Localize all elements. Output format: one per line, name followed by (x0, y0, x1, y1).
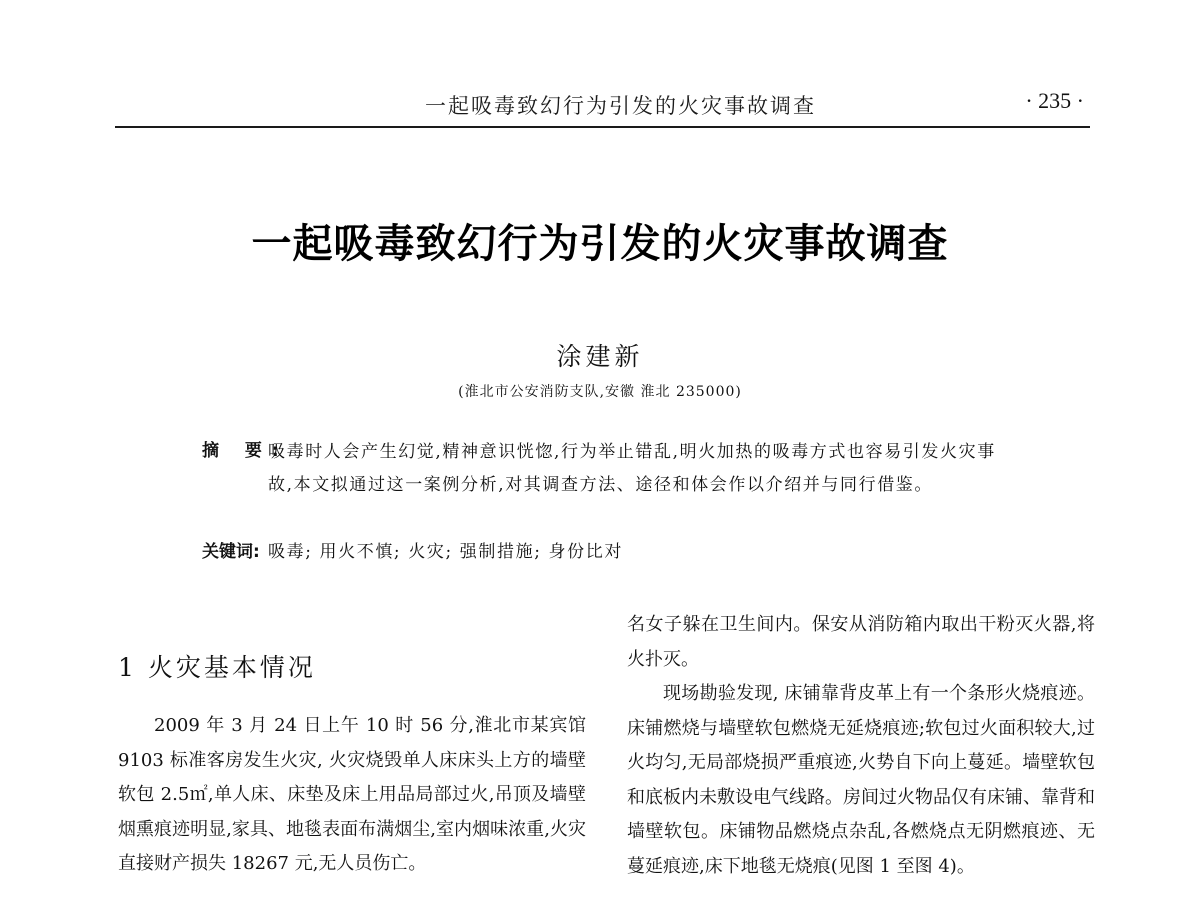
keywords-label: 关键词: (202, 542, 260, 562)
right-column-continuation: 名女子躲在卫生间内。保安从消防箱内取出干粉灭火器,将火扑灭。 (627, 614, 1095, 670)
author-affiliation: (淮北市公安消防支队,安徽 淮北 235000) (458, 384, 742, 400)
right-column-paragraph: 现场勘验发现, 床铺靠背皮革上有一个条形火烧痕迹。床铺燃烧与墙壁软包燃烧无延烧痕迹;软包过火面积较大,过火均匀,无局部烧损严重痕迹,火势自下向上蔓延。墙壁软包和底板内未敷设电气线路。房间过火物品仅有床铺、靠背和墙壁软包。床铺物品燃烧点杂乱,各燃烧点无阴燃痕迹、无蔓延痕迹,床下地毯无烧痕(见图 1 至图 4)。 (627, 683, 1095, 877)
page-number: · 235 · (1025, 88, 1084, 113)
running-title: 一起吸毒致幻行为引发的火灾事故调查 (425, 94, 816, 118)
running-header (115, 86, 1090, 128)
author-name: 涂建新 (556, 342, 644, 371)
right-column (627, 608, 1095, 884)
article-title: 一起吸毒致幻行为引发的火灾事故调查 (251, 221, 949, 267)
keywords-text: 吸毒; 用火不慎; 火灾; 强制措施; 身份比对 (268, 542, 623, 562)
abstract-label: 摘 要: (202, 441, 289, 461)
left-column-paragraph: 2009 年 3 月 24 日上午 10 时 56 分,淮北市某宾馆 9103 标准客房发生火灾, 火灾烧毁单人床床头上方的墙壁软包 2.5㎡,单人床、床垫及床上用品局部过火,吊顶及墙壁烟熏痕迹明显,家具、地毯表面布满烟尘,室内烟味浓重,火灾直接财产损失 18267 元,无人员伤亡。 (118, 715, 586, 874)
abstract-text: 吸毒时人会产生幻觉,精神意识恍惚,行为举止错乱,明火加热的吸毒方式也容易引发火灾事故,本文拟通过这一案例分析,对其调查方法、途径和体会作以介绍并与同行借鉴。 (268, 442, 996, 495)
section-heading: 1 火灾基本情况 (118, 653, 316, 682)
